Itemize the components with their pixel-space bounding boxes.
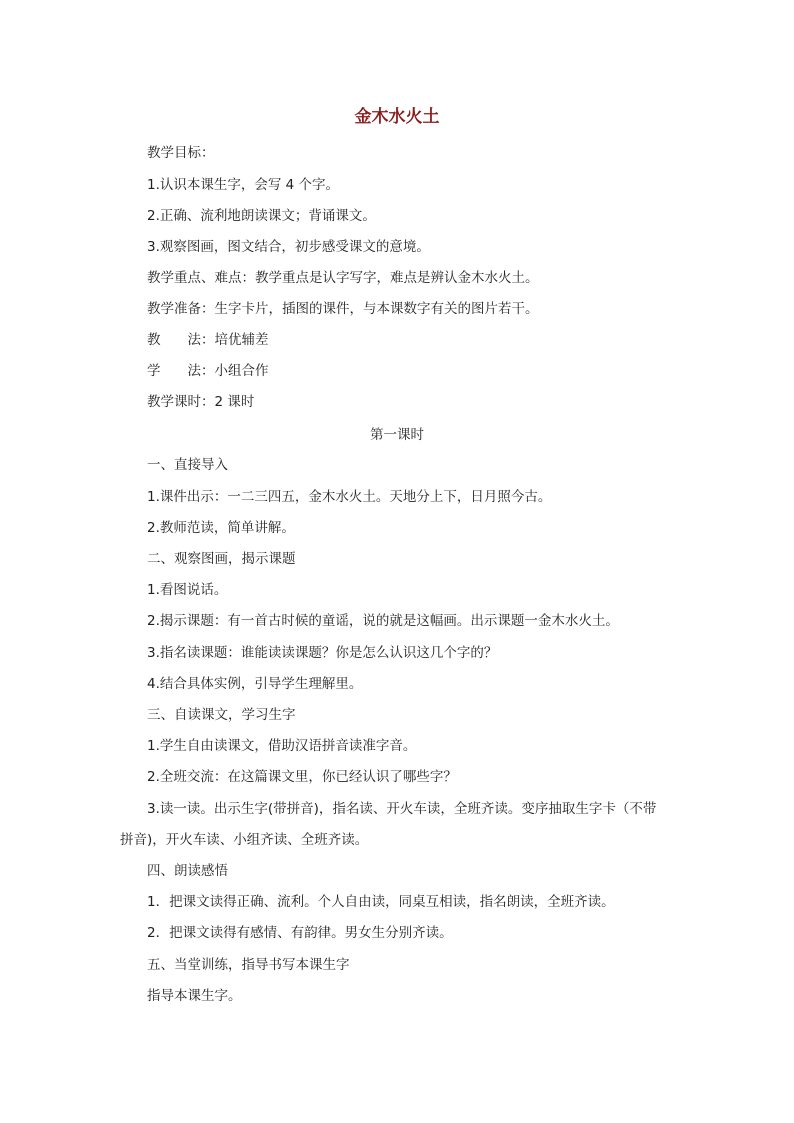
list-item: 1．把课文读得正确、流利。个人自由读，同桌互相读，指名朗读，全班齐读。: [147, 894, 615, 910]
section-heading: 二、观察图画，揭示课题: [147, 551, 296, 567]
document-title: 金木水火土: [354, 107, 440, 127]
section-heading: 一、直接导入: [147, 457, 228, 473]
learning-method-text: 学 法：小组合作: [147, 363, 269, 379]
list-item: 2.揭示课题：有一首古时候的童谣，说的就是这幅画。出示课题一金木水火土。: [147, 613, 619, 629]
list-item: 4.结合具体实例，引导学生理解里。: [147, 676, 363, 692]
section-heading: 三、自读课文，学习生字: [147, 707, 296, 723]
class-hours-text: 教学课时：2 课时: [147, 394, 255, 410]
section-heading: 五、当堂训练，指导书写本课生字: [147, 957, 350, 973]
list-item: 2．把课文读得有感情、有韵律。男女生分别齐读。: [147, 925, 453, 941]
objective-item: 3.观察图画，图文结合，初步感受课文的意境。: [147, 239, 430, 255]
list-item: 1.学生自由读课文，借助汉语拼音读准字音。: [147, 738, 417, 754]
list-item: 1.课件出示：一二三四五，金木水火土。天地分上下，日月照今古。: [147, 489, 552, 505]
section-heading-objectives: 教学目标：: [147, 145, 215, 161]
objective-item: 1.认识本课生字，会写 4 个字。: [147, 177, 340, 193]
section-heading: 四、朗读感悟: [147, 863, 228, 879]
list-item: 2.教师范读，简单讲解。: [147, 520, 295, 536]
key-points-text: 教学重点、难点：教学重点是认字写字，难点是辨认金木水火土。: [147, 270, 539, 286]
teaching-method-text: 教 法：培优辅差: [147, 332, 269, 348]
list-item-continuation: 拼音)，开火车读、小组齐读、全班齐读。: [120, 832, 369, 848]
list-item: 2.全班交流：在这篇课文里，你已经认识了哪些字？: [147, 769, 457, 785]
list-item: 3.读一读。出示生字(带拼音)，指名读、开火车读，全班齐读。变序抽取生字卡（不带: [147, 801, 657, 817]
list-item: 1.看图说话。: [147, 582, 228, 598]
objective-item: 2.正确、流利地朗读课文；背诵课文。: [147, 208, 376, 224]
lesson-heading: 第一课时: [370, 427, 424, 443]
list-item: 3.指名读课题：谁能读读课题？你是怎么认识这几个字的？: [147, 645, 498, 661]
preparation-text: 教学准备：生字卡片，插图的课件，与本课数字有关的图片若干。: [147, 301, 539, 317]
paragraph: 指导本课生字。: [147, 988, 242, 1004]
